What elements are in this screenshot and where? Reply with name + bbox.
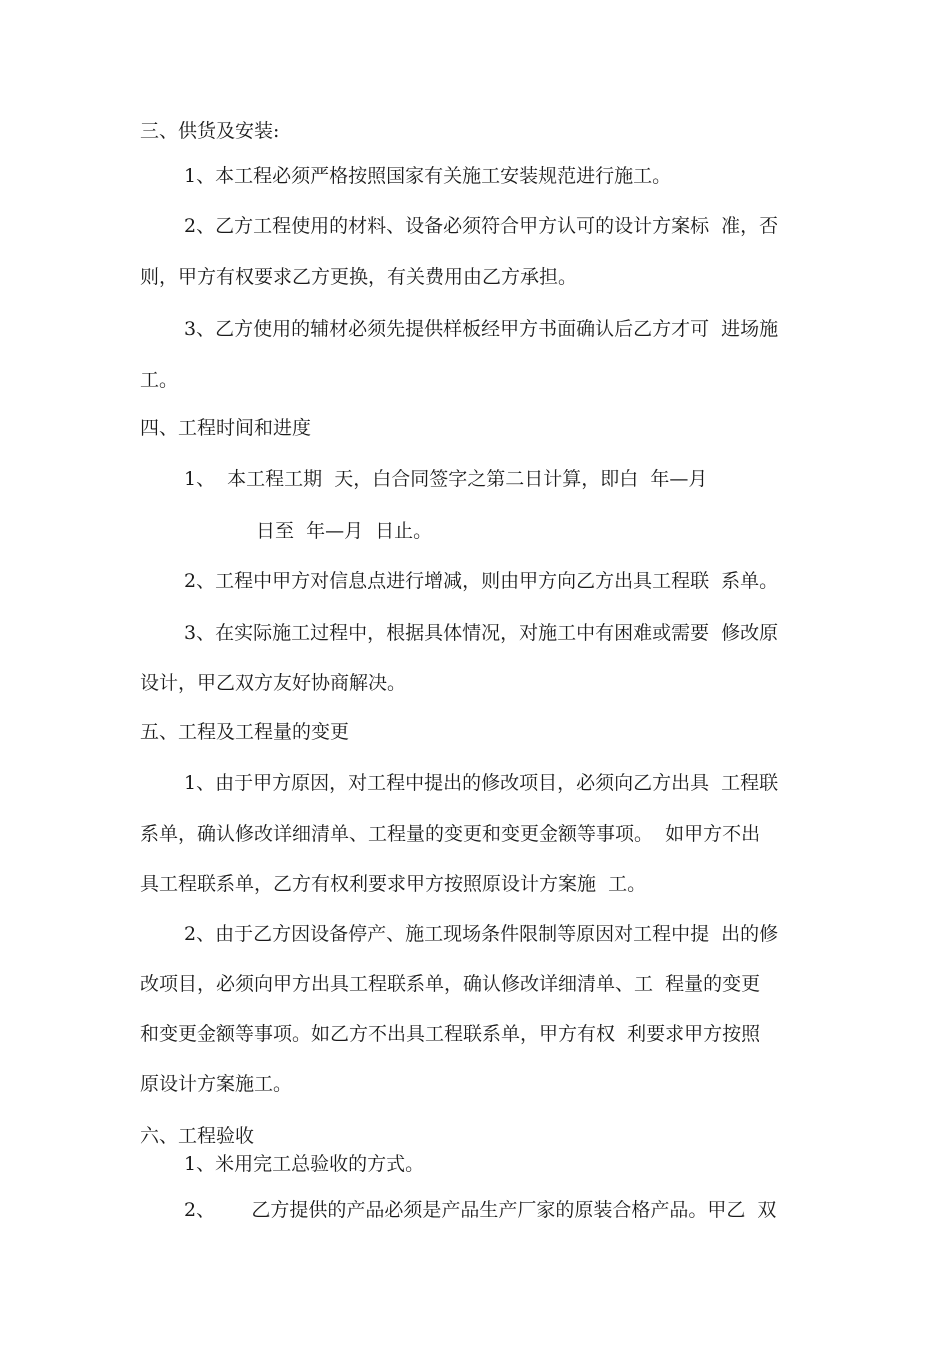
- clause-text: 1、本工程必须严格按照国家有关施工安装规范进行施工。: [184, 165, 672, 187]
- section-heading-schedule: 四、工程时间和进度: [140, 417, 312, 439]
- clause-text: 2、乙方工程使用的材料、设备必须符合甲方认可的设计方案标 准，否: [184, 215, 779, 237]
- clause-text-continuation: 则，甲方有权要求乙方更换，有关费用由乙方承担。: [140, 266, 578, 288]
- section-heading-supply-installation: 三、供货及安装:: [140, 120, 280, 142]
- section-heading-acceptance: 六、工程验收: [140, 1125, 255, 1147]
- clause-text-continuation: 日至 年—月 日止。: [256, 520, 433, 542]
- clause-text-continuation: 系单，确认修改详细清单、工程量的变更和变更金额等事项。 如甲方不出: [140, 823, 761, 845]
- clause-text: 1、 本工程工期 天，白合同签字之第二日计算，即白 年—月: [184, 468, 708, 490]
- clause-text: 2、工程中甲方对信息点进行增减，则由甲方向乙方出具工程联 系单。: [184, 570, 779, 592]
- clause-text: 1、由于甲方原因，对工程中提出的修改项目，必须向乙方出具 工程联: [184, 772, 779, 794]
- clause-text-continuation: 设计，甲乙双方友好协商解决。: [140, 672, 407, 694]
- clause-text: 3、乙方使用的辅材必须先提供样板经甲方书面确认后乙方才可 进场施: [184, 318, 779, 340]
- clause-text: 2、由于乙方因设备停产、施工现场条件限制等原因对工程中提 出的修: [184, 923, 779, 945]
- clause-text-continuation: 和变更金额等事项。如乙方不出具工程联系单，甲方有权 利要求甲方按照: [140, 1023, 761, 1045]
- clause-text: 2、 乙方提供的产品必须是产品生产厂家的原装合格产品。甲乙 双: [184, 1199, 777, 1221]
- clause-text: 3、在实际施工过程中，根据具体情况，对施工中有困难或需要 修改原: [184, 622, 779, 644]
- clause-text-continuation: 具工程联系单，乙方有权利要求甲方按照原设计方案施 工。: [140, 873, 647, 895]
- section-heading-changes: 五、工程及工程量的变更: [140, 721, 350, 743]
- clause-text: 1、米用完工总验收的方式。: [184, 1153, 425, 1175]
- clause-text-continuation: 原设计方案施工。: [140, 1073, 293, 1095]
- clause-text-continuation: 工。: [140, 369, 179, 391]
- clause-text-continuation: 改项目，必须向甲方出具工程联系单，确认修改详细清单、工 程量的变更: [140, 973, 761, 995]
